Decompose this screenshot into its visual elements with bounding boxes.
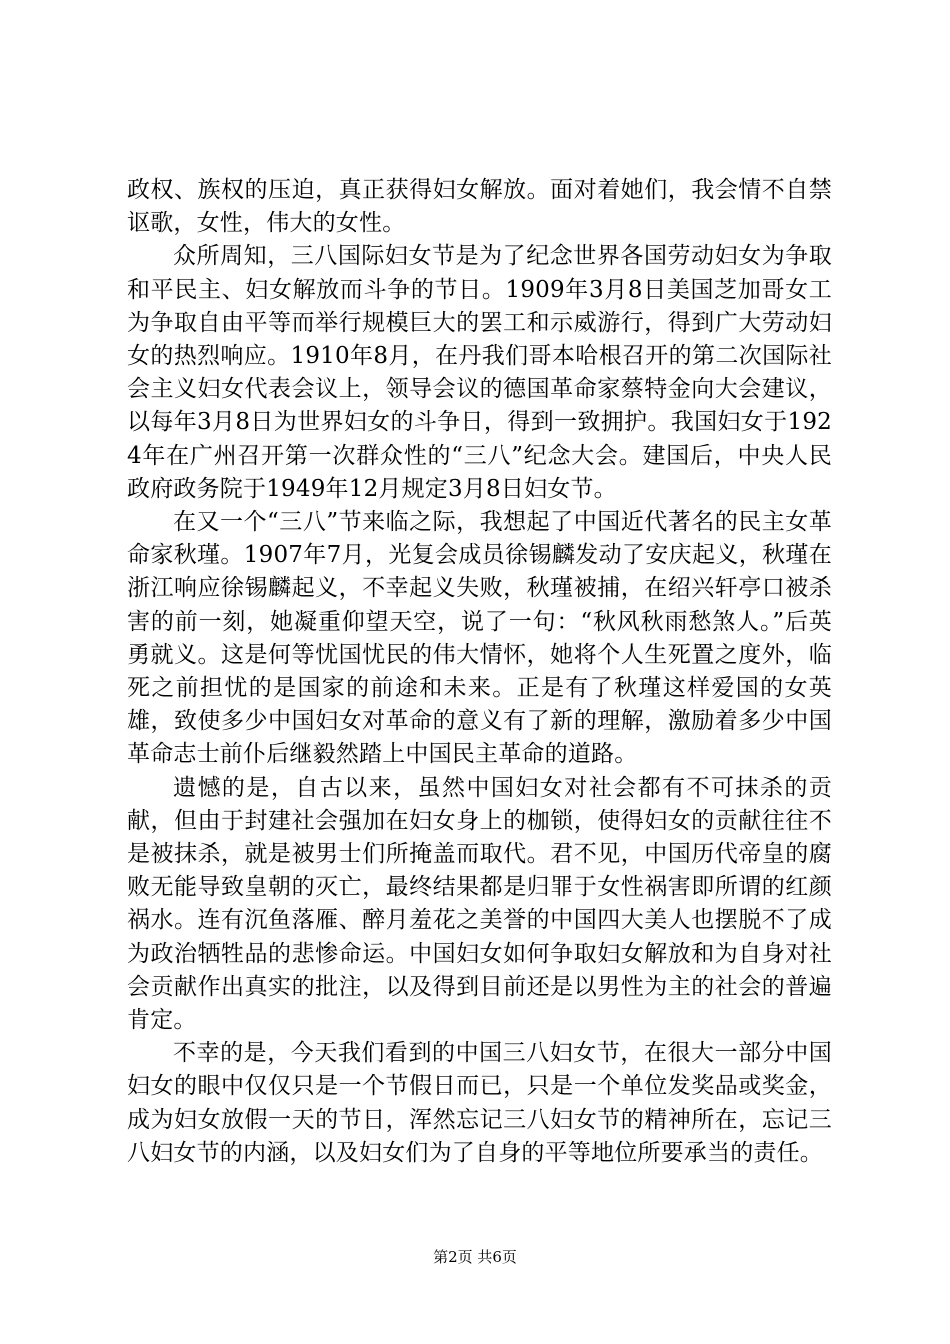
paragraph-3: 在又一个“三八”节来临之际，我想起了中国近代著名的民主女革命家秋瑾。1907年7月，光复会成员徐锡麟发动了安庆起义，秋瑾在浙江响应徐锡麟起义，不幸起义失败，秋瑾被捕，在绍兴轩亭口被杀害的前一刻，她凝重仰望天空，说了一句：“秋风秋雨愁煞人。”后英勇就义。这是何等忧国忧民的伟大情怀，她将个人生死置之度外，临死之前担忧的是国家的前途和未来。正是有了秋瑾这样爱国的女英雄，致使多少中国妇女对革命的意义有了新的理解，激励着多少中国革命志士前仆后继毅然踏上中国民主革命的道路。 xyxy=(127,509,832,768)
page-footer: 第2页 共6页 xyxy=(433,1248,517,1266)
paragraph-2: 众所周知，三八国际妇女节是为了纪念世界各国劳动妇女为争取和平民主、妇女解放而斗争的节日。1909年3月8日美国芝加哥女工为争取自由平等而举行规模巨大的罢工和示威游行，得到广大劳动妇女的热烈响应。1910年8月，在丹我们哥本哈根召开的第二次国际社会主义妇女代表会议上，领导会议的德国革命家蔡特金向大会建议，以每年3月8日为世界妇女的斗争日，得到一致拥护。我国妇女于1924年在广州召开第一次群众性的“三八”纪念大会。建国后，中央人民政府政务院于1949年12月规定3月8日妇女节。 xyxy=(127,243,832,502)
body-text xyxy=(127,174,832,1170)
paragraph-1: 政权、族权的压迫，真正获得妇女解放。面对着她们，我会情不自禁讴歌，女性，伟大的女性。 xyxy=(127,177,832,237)
paragraph-4: 遗憾的是，自古以来，虽然中国妇女对社会都有不可抹杀的贡献，但由于封建社会强加在妇女身上的枷锁，使得妇女的贡献往往不是被抹杀，就是被男士们所掩盖而取代。君不见，中国历代帝皇的腐败无能导致皇朝的灭亡，最终结果都是归罪于女性祸害即所谓的红颜祸水。连有沉鱼落雁、醉月羞花之美誉的中国四大美人也摆脱不了成为政治牺牲品的悲惨命运。中国妇女如何争取妇女解放和为自身对社会贡献作出真实的批注，以及得到目前还是以男性为主的社会的普遍肯定。 xyxy=(127,774,832,1034)
paragraph-5: 不幸的是，今天我们看到的中国三八妇女节，在很大一部分中国妇女的眼中仅仅只是一个节假日而已，只是一个单位发奖品或奖金，成为妇女放假一天的节日，浑然忘记三八妇女节的精神所在，忘记三八妇女节的内涵，以及妇女们为了自身的平等地位所要承当的责任。 xyxy=(127,1040,832,1166)
